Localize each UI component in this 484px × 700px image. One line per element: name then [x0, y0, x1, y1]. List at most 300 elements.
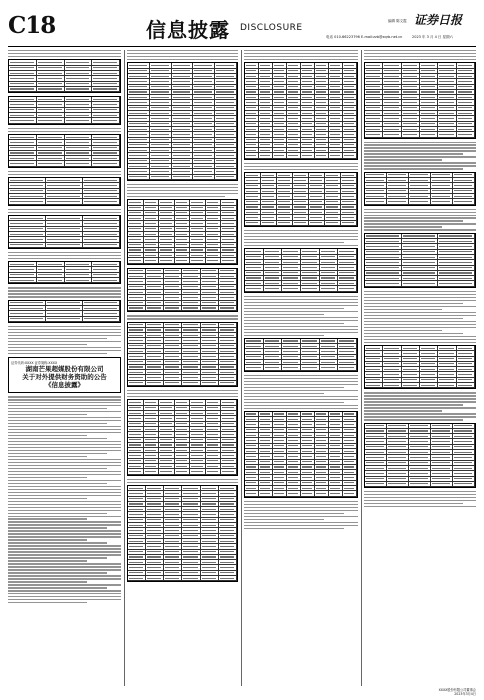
data-table — [127, 199, 238, 265]
text-line — [244, 299, 358, 300]
text-line — [244, 305, 358, 306]
text-line — [127, 184, 238, 185]
table-cell — [150, 175, 172, 180]
text-line — [8, 456, 87, 457]
text-line — [8, 560, 87, 561]
table-cell — [164, 306, 182, 311]
announcement-title-line: 关于对外提供财务资助的公告 — [22, 373, 107, 382]
text-line — [127, 482, 238, 483]
text-line — [8, 50, 121, 51]
text-line — [8, 513, 107, 514]
data-table — [244, 338, 358, 372]
text-line — [244, 522, 358, 523]
text-line — [364, 491, 476, 492]
text-line — [364, 392, 476, 393]
table-cell — [315, 491, 329, 496]
table-cell — [46, 317, 83, 322]
text-line — [8, 521, 121, 522]
text-line — [244, 50, 358, 51]
table-cell — [219, 576, 237, 581]
table-cell — [457, 383, 475, 388]
text-line — [8, 441, 121, 442]
text-line — [8, 486, 121, 487]
column-3 — [244, 50, 358, 686]
table-cell — [301, 286, 320, 291]
table-cell — [387, 199, 409, 204]
table-cell — [37, 278, 65, 283]
text-line — [8, 533, 121, 534]
text-line — [8, 128, 121, 129]
text-line — [8, 501, 121, 502]
text-line — [364, 215, 476, 216]
table-cell — [201, 381, 219, 386]
text-line — [8, 252, 121, 253]
table-cell — [365, 281, 402, 286]
table-cell — [146, 576, 164, 581]
text-line — [8, 587, 107, 588]
table-cell — [287, 153, 301, 158]
text-line — [8, 402, 121, 403]
text-line — [364, 226, 442, 227]
table-cell — [383, 383, 401, 388]
text-line — [364, 407, 476, 408]
text-line — [244, 396, 358, 397]
text-line — [8, 444, 121, 445]
text-line — [364, 312, 476, 313]
table-cell — [65, 87, 93, 92]
text-line — [364, 410, 442, 411]
table-cell — [201, 306, 219, 311]
text-line — [8, 287, 121, 288]
table-cell — [343, 491, 357, 496]
page-header — [8, 10, 476, 47]
table-cell — [431, 482, 453, 487]
table-cell — [457, 132, 475, 137]
table-cell — [193, 175, 215, 180]
text-line — [8, 593, 121, 594]
column-2 — [127, 50, 238, 686]
table-cell — [453, 199, 475, 204]
text-line — [244, 335, 324, 336]
text-line — [364, 324, 476, 325]
table-cell — [172, 175, 194, 180]
data-table — [8, 59, 121, 93]
table-cell — [9, 243, 46, 248]
text-line — [364, 297, 476, 298]
text-line — [127, 190, 238, 191]
text-line — [244, 501, 358, 502]
text-line — [8, 465, 121, 466]
text-line — [8, 516, 121, 517]
data-table — [127, 268, 238, 312]
data-table — [8, 177, 121, 205]
text-line — [8, 426, 121, 427]
stock-code-line: 证券代码:XXXX 证券简称:XXXX — [11, 361, 58, 366]
data-table — [127, 399, 238, 475]
column-divider — [124, 50, 125, 686]
text-line — [8, 524, 121, 525]
text-line — [8, 575, 121, 576]
table-cell — [325, 221, 341, 226]
text-line — [8, 131, 121, 132]
text-line — [8, 332, 121, 333]
table-cell — [365, 482, 387, 487]
text-line — [8, 417, 121, 418]
text-line — [244, 166, 358, 167]
text-line — [364, 291, 476, 292]
text-line — [127, 396, 238, 397]
text-line — [364, 209, 476, 210]
table-cell — [128, 469, 144, 474]
text-line — [8, 293, 121, 294]
text-line — [364, 294, 476, 295]
table-cell — [37, 161, 65, 166]
text-line — [364, 318, 463, 319]
table-cell — [65, 278, 93, 283]
table-cell — [190, 258, 206, 263]
text-line — [244, 393, 324, 394]
text-line — [8, 563, 121, 564]
text-line — [8, 590, 121, 591]
text-line — [244, 326, 358, 327]
text-line — [127, 187, 238, 188]
text-line — [8, 408, 107, 409]
contact-line — [326, 35, 402, 40]
text-line — [8, 326, 121, 327]
text-line — [127, 50, 238, 51]
table-cell — [282, 286, 301, 291]
text-line — [8, 459, 121, 460]
signature-company: XXXX股份有限公司董事会 — [438, 688, 476, 692]
text-line — [244, 163, 358, 164]
text-line — [8, 548, 121, 549]
text-line — [364, 315, 476, 316]
text-line — [364, 309, 442, 310]
text-line — [244, 311, 358, 312]
announcement-title-line: 湖南芒果超媒股份有限公司 — [25, 365, 104, 374]
text-line — [364, 303, 463, 304]
table-cell — [329, 153, 343, 158]
text-line — [364, 342, 476, 343]
text-line — [8, 399, 121, 400]
text-line — [8, 572, 107, 573]
text-line — [364, 53, 476, 54]
text-line — [364, 56, 476, 57]
phone-number: 电话 010-66223796 — [326, 35, 360, 39]
table-cell — [92, 278, 120, 283]
text-line — [364, 144, 476, 145]
text-line — [127, 193, 238, 194]
text-line — [8, 542, 107, 543]
announcement-title-line: 《信息披露》 — [45, 381, 84, 390]
table-cell — [245, 365, 264, 370]
table-cell — [146, 306, 164, 311]
table-cell — [261, 221, 277, 226]
table-cell — [164, 576, 182, 581]
text-line — [364, 416, 476, 417]
table-cell — [65, 118, 93, 123]
text-line — [8, 347, 121, 348]
table-cell — [264, 286, 283, 291]
text-line — [8, 405, 121, 406]
text-line — [364, 217, 476, 218]
data-table — [127, 485, 238, 582]
table-cell — [144, 469, 160, 474]
section-title: 信息披露 — [146, 18, 230, 42]
text-line — [8, 290, 121, 291]
text-line — [244, 507, 358, 508]
text-line — [8, 341, 121, 342]
text-line — [8, 423, 107, 424]
table-cell — [128, 306, 146, 311]
table-cell — [287, 491, 301, 496]
table-cell — [387, 482, 409, 487]
text-line — [244, 236, 358, 237]
text-line — [364, 404, 463, 405]
table-cell — [301, 491, 315, 496]
table-cell — [164, 381, 182, 386]
text-line — [8, 414, 87, 415]
data-table — [8, 96, 121, 124]
table-cell — [206, 258, 222, 263]
table-cell — [9, 317, 46, 322]
text-line — [8, 584, 121, 585]
text-line — [364, 419, 463, 420]
table-cell — [245, 221, 261, 226]
table-cell — [221, 258, 237, 263]
data-table — [127, 62, 238, 181]
data-table — [244, 248, 358, 292]
table-cell — [182, 381, 200, 386]
text-line — [364, 229, 476, 230]
text-line — [364, 339, 476, 340]
text-line — [8, 539, 87, 540]
table-cell — [438, 383, 456, 388]
text-line — [244, 320, 358, 321]
text-line — [8, 483, 107, 484]
text-line — [8, 209, 121, 210]
text-line — [244, 519, 324, 520]
text-line — [364, 500, 476, 501]
table-cell — [37, 118, 65, 123]
table-cell — [365, 383, 383, 388]
table-cell — [190, 469, 206, 474]
text-line — [8, 468, 107, 469]
column-divider — [241, 50, 242, 686]
text-line — [8, 174, 121, 175]
text-line — [364, 401, 476, 402]
text-line — [127, 393, 238, 394]
text-line — [8, 569, 121, 570]
text-line — [8, 258, 121, 259]
table-cell — [277, 221, 293, 226]
masthead-logo: 证券日报 — [414, 13, 463, 27]
text-line — [8, 489, 121, 490]
text-line — [244, 332, 358, 333]
text-line — [244, 233, 358, 234]
text-line — [244, 381, 358, 382]
text-line — [364, 165, 476, 166]
text-line — [364, 330, 442, 331]
data-table — [364, 62, 476, 138]
text-line — [364, 168, 463, 169]
text-line — [8, 507, 121, 508]
table-cell — [83, 317, 120, 322]
table-cell — [9, 199, 46, 204]
table-cell — [341, 221, 357, 226]
text-line — [244, 528, 344, 529]
table-cell — [365, 132, 383, 137]
text-line — [244, 317, 358, 318]
table-cell — [221, 469, 237, 474]
table-cell — [343, 153, 357, 158]
text-line — [8, 602, 87, 603]
data-table — [8, 261, 121, 284]
text-line — [8, 438, 107, 439]
text-line — [8, 581, 87, 582]
table-cell — [453, 482, 475, 487]
email-address: E-mail:zzb@zqrb.net.cn — [361, 35, 403, 39]
table-cell — [293, 221, 309, 226]
table-cell — [92, 161, 120, 166]
table-cell — [245, 153, 259, 158]
text-line — [8, 518, 87, 519]
text-line — [8, 504, 121, 505]
table-cell — [9, 278, 37, 283]
text-line — [244, 525, 358, 526]
table-cell — [259, 491, 273, 496]
table-cell — [315, 153, 329, 158]
section-subtitle: DISCLOSURE — [240, 23, 303, 33]
data-table — [244, 62, 358, 159]
issue-date: 2023 年 3 月 4 日 星期六 — [412, 35, 454, 39]
text-line — [8, 429, 121, 430]
table-cell — [201, 576, 219, 581]
text-line — [364, 503, 463, 504]
editor-credit: 编辑 陈文霞 — [388, 19, 407, 23]
text-line — [244, 387, 344, 388]
text-line — [127, 53, 238, 54]
data-table — [364, 345, 476, 389]
text-line — [244, 513, 344, 514]
text-line — [364, 321, 476, 322]
text-line — [8, 480, 121, 481]
text-line — [8, 495, 121, 496]
table-cell — [309, 221, 325, 226]
text-line — [244, 510, 358, 511]
text-line — [8, 498, 87, 499]
table-cell — [409, 199, 431, 204]
data-table — [364, 172, 476, 206]
text-line — [364, 223, 476, 224]
table-cell — [329, 491, 343, 496]
text-line — [8, 447, 121, 448]
table-cell — [273, 491, 287, 496]
text-line — [8, 596, 121, 597]
table-cell — [9, 161, 37, 166]
text-line — [8, 350, 121, 351]
table-cell — [128, 258, 144, 263]
text-line — [364, 150, 476, 151]
table-cell — [301, 365, 320, 370]
text-line — [8, 527, 107, 528]
table-cell — [438, 281, 475, 286]
text-line — [8, 536, 121, 537]
column-divider — [361, 50, 362, 686]
data-table — [8, 215, 121, 249]
text-line — [8, 53, 121, 54]
table-cell — [37, 87, 65, 92]
table-cell — [409, 482, 431, 487]
text-line — [8, 353, 107, 354]
text-line — [244, 504, 358, 505]
text-line — [127, 318, 238, 319]
text-line — [8, 477, 87, 478]
text-line — [244, 56, 358, 57]
table-cell — [128, 576, 146, 581]
text-line — [244, 314, 324, 315]
data-table — [364, 233, 476, 288]
table-cell — [83, 199, 120, 204]
column-4 — [364, 50, 476, 686]
table-cell — [402, 132, 420, 137]
text-line — [364, 398, 476, 399]
table-cell — [215, 175, 237, 180]
text-line — [244, 516, 358, 517]
table-cell — [92, 87, 120, 92]
text-line — [8, 566, 121, 567]
text-line — [244, 53, 358, 54]
text-line — [8, 557, 107, 558]
text-line — [8, 474, 121, 475]
table-cell — [338, 286, 357, 291]
table-cell — [402, 383, 420, 388]
text-line — [8, 329, 121, 330]
table-cell — [219, 381, 237, 386]
table-cell — [264, 365, 283, 370]
table-cell — [146, 381, 164, 386]
text-line — [8, 338, 107, 339]
text-line — [364, 156, 476, 157]
text-line — [364, 506, 476, 507]
text-line — [8, 554, 121, 555]
table-cell — [128, 381, 146, 386]
text-line — [364, 327, 476, 328]
text-line — [364, 142, 476, 143]
table-cell — [92, 118, 120, 123]
text-line — [244, 239, 358, 240]
table-cell — [438, 132, 456, 137]
data-table — [8, 300, 121, 323]
text-line — [8, 578, 121, 579]
text-line — [364, 153, 463, 154]
text-line — [244, 323, 344, 324]
table-cell — [245, 286, 264, 291]
table-cell — [320, 286, 339, 291]
text-line — [8, 471, 121, 472]
text-line — [8, 492, 121, 493]
text-line — [8, 551, 121, 552]
table-cell — [128, 175, 150, 180]
text-line — [8, 530, 121, 531]
table-cell — [9, 87, 37, 92]
text-line — [8, 296, 121, 297]
text-line — [364, 413, 476, 414]
table-cell — [46, 243, 83, 248]
table-cell — [338, 365, 357, 370]
text-line — [244, 402, 344, 403]
text-line — [244, 405, 358, 406]
